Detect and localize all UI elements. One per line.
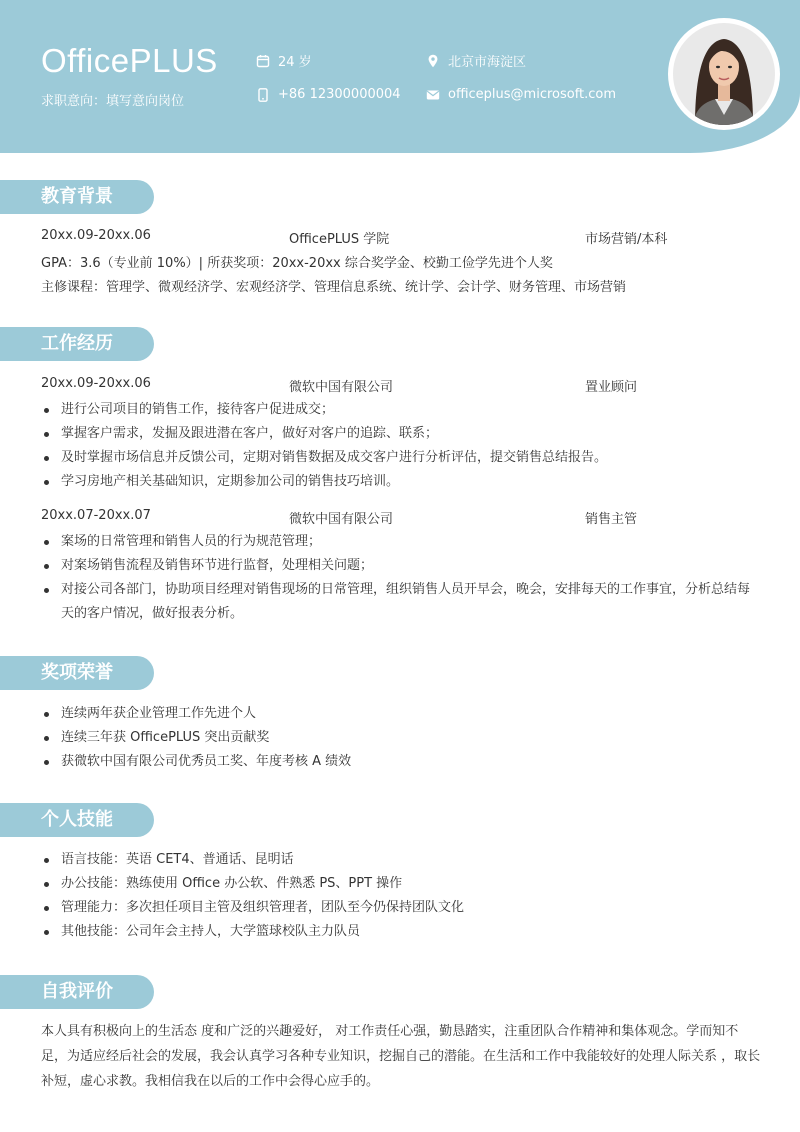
- list-item: 案场的日常管理和销售人员的行为规范管理；: [41, 530, 761, 554]
- job-duties: [41, 398, 761, 494]
- job-intent: 求职意向：填写意向岗位: [41, 94, 185, 109]
- list-item: 连续两年获企业管理工作先进个人: [41, 702, 761, 726]
- location-info: [426, 51, 526, 70]
- list-item: 对案场销售流程及销售环节进行监督，处理相关问题；: [41, 554, 761, 578]
- profile-photo: [668, 18, 780, 130]
- education-major: 市场营销/本科: [585, 232, 668, 247]
- list-item: 连续三年获 OfficePLUS 突出贡献奖: [41, 726, 761, 750]
- job-company: 微软中国有限公司: [289, 512, 394, 527]
- job-role: 置业顾问: [585, 380, 638, 395]
- phone-info: [256, 87, 401, 102]
- list-item: 学习房地产相关基础知识，定期参加公司的销售技巧培训。: [41, 470, 761, 494]
- education-school: OfficePLUS 学院: [289, 232, 390, 247]
- job-period: 20xx.07-20xx.07: [41, 508, 151, 523]
- list-item: 掌握客户需求，发掘及跟进潜在客户，做好对客户的追踪、联系；: [41, 422, 761, 446]
- job-role: 销售主管: [585, 512, 638, 527]
- education-heading: 教育背景: [0, 180, 154, 214]
- location-text: 北京市海淀区: [448, 55, 527, 70]
- awards-heading: 奖项荣誉: [0, 656, 154, 690]
- calendar-icon: [256, 54, 270, 68]
- list-item: 进行公司项目的销售工作，接待客户促进成交；: [41, 398, 761, 422]
- self-eval-text: 本人具有积极向上的生活态 度和广泛的兴趣爱好， 对工作责任心强，勤恳踏实，注重团队合作精神和集体观念。学而知不足，为适应经后社会的发展，我会认真学习各种专业知识，挖掘自己的潜能。在生活和工作中我能较好的处理人际关系 ，取长补短，虚心求教。我相信我在以后的工作中会得心应手的。: [41, 1024, 761, 1089]
- list-item: 对接公司各部门，协助项目经理对销售现场的日常管理，组织销售人员开早会，晚会，安排每天的工作事宜，分析总结每天的客户情况，做好报表分析。: [41, 578, 761, 626]
- candidate-name: OfficePLUS: [41, 42, 218, 79]
- list-item: 获微软中国有限公司优秀员工奖、年度考核 A 绩效: [41, 750, 761, 774]
- phone-icon: [256, 88, 270, 102]
- list-item: 办公技能：熟练使用 Office 办公软、件熟悉 PS、PPT 操作: [41, 872, 761, 896]
- email-info: [426, 87, 616, 102]
- email-text: officeplus@microsoft.com: [448, 87, 617, 102]
- skills-heading: 个人技能: [0, 803, 154, 837]
- list-item: 及时掌握市场信息并反馈公司，定期对销售数据及成交客户进行分析评估，提交销售总结报告。: [41, 446, 761, 470]
- job-period: 20xx.09-20xx.06: [41, 376, 151, 391]
- work-heading: 工作经历: [0, 327, 154, 361]
- job-duties: [41, 530, 761, 626]
- education-courses: 主修课程：管理学、微观经济学、宏观经济学、管理信息系统、统计学、会计学、财务管理、市场营销: [41, 280, 627, 295]
- list-item: 语言技能：英语 CET4、普通话、昆明话: [41, 848, 761, 872]
- education-gpa: GPA：3.6（专业前 10%）| 所获奖项：20xx-20xx 综合奖学金、校勤工俭学先进个人奖: [41, 256, 553, 271]
- awards-list: [41, 702, 761, 774]
- location-pin-icon: [426, 54, 440, 68]
- mail-icon: [426, 88, 440, 102]
- portrait-image: [673, 23, 775, 125]
- phone-text: +86 12300000004: [278, 87, 401, 102]
- skills-list: [41, 848, 761, 944]
- self-eval-heading: 自我评价: [0, 975, 154, 1009]
- list-item: 管理能力：多次担任项目主管及组织管理者，团队至今仍保持团队文化: [41, 896, 761, 920]
- list-item: 其他技能：公司年会主持人，大学篮球校队主力队员: [41, 920, 761, 944]
- age-text: 24 岁: [278, 55, 312, 70]
- education-period: 20xx.09-20xx.06: [41, 228, 151, 243]
- job-company: 微软中国有限公司: [289, 380, 394, 395]
- age-info: [256, 51, 312, 70]
